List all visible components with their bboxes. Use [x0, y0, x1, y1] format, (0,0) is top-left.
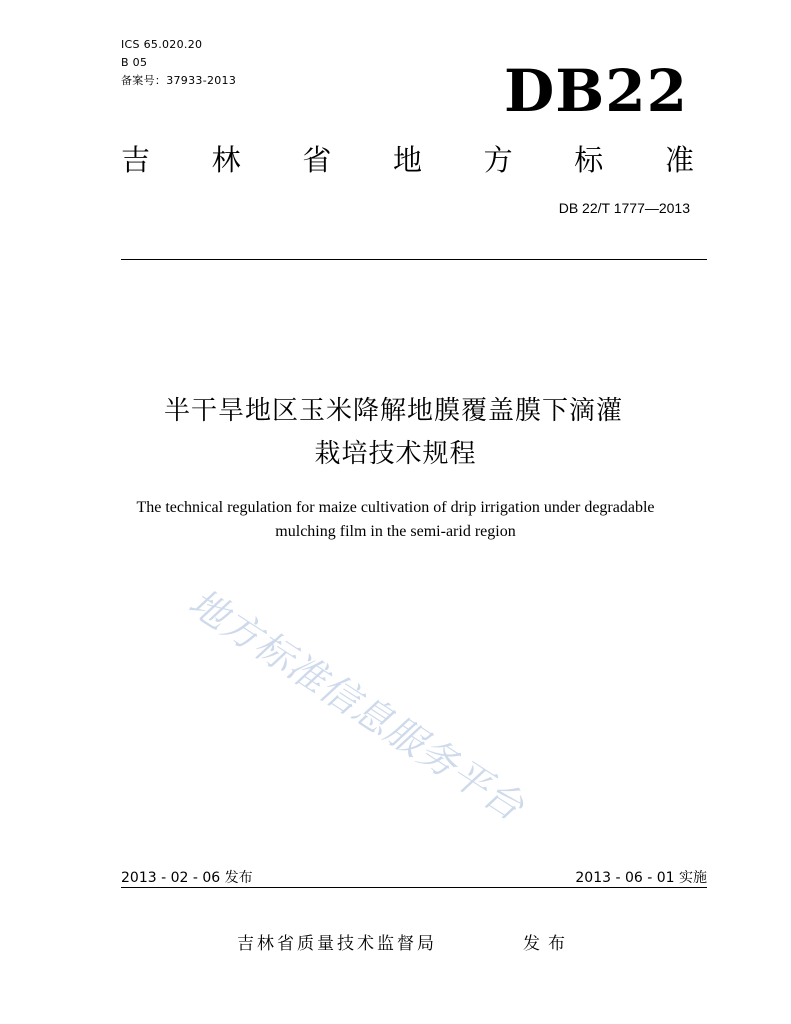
category-char: 省 — [302, 143, 332, 177]
category-char: 地 — [392, 143, 422, 177]
category-char: 方 — [483, 143, 513, 177]
title-chinese-line-2: 栽培技术规程 — [314, 439, 477, 469]
standard-number: DB 22/T 1777—2013 — [558, 200, 690, 216]
ics-code: ICS 65.020.20 — [121, 38, 203, 51]
category-char: 准 — [664, 143, 694, 177]
title-english-line-2: mulching film in the semi-arid region — [275, 523, 516, 540]
top-divider — [121, 259, 707, 260]
bottom-divider — [121, 887, 707, 888]
watermark: 地方标准信息服务平台 — [181, 580, 533, 830]
issue-date: 2013 - 02 - 06 发布 — [121, 870, 253, 886]
db22-logo: DB22 — [503, 57, 688, 125]
category-char: 吉 — [121, 143, 151, 177]
record-number: 备案号：37933-2013 — [121, 74, 237, 87]
title-chinese-line-1: 半干旱地区玉米降解地膜覆盖膜下滴灌 — [163, 396, 623, 426]
issuing-authority: 吉林省质量技术监督局 — [237, 934, 437, 954]
category-char: 标 — [574, 143, 604, 177]
classification-code: B 05 — [121, 56, 148, 69]
category-char: 林 — [211, 143, 241, 177]
implementation-date: 2013 - 06 - 01 实施 — [575, 870, 707, 886]
standard-category — [121, 140, 694, 180]
issue-label: 发布 — [523, 934, 573, 954]
title-english-line-1: The technical regulation for maize cultivation of drip irrigation under degradable — [136, 499, 655, 516]
